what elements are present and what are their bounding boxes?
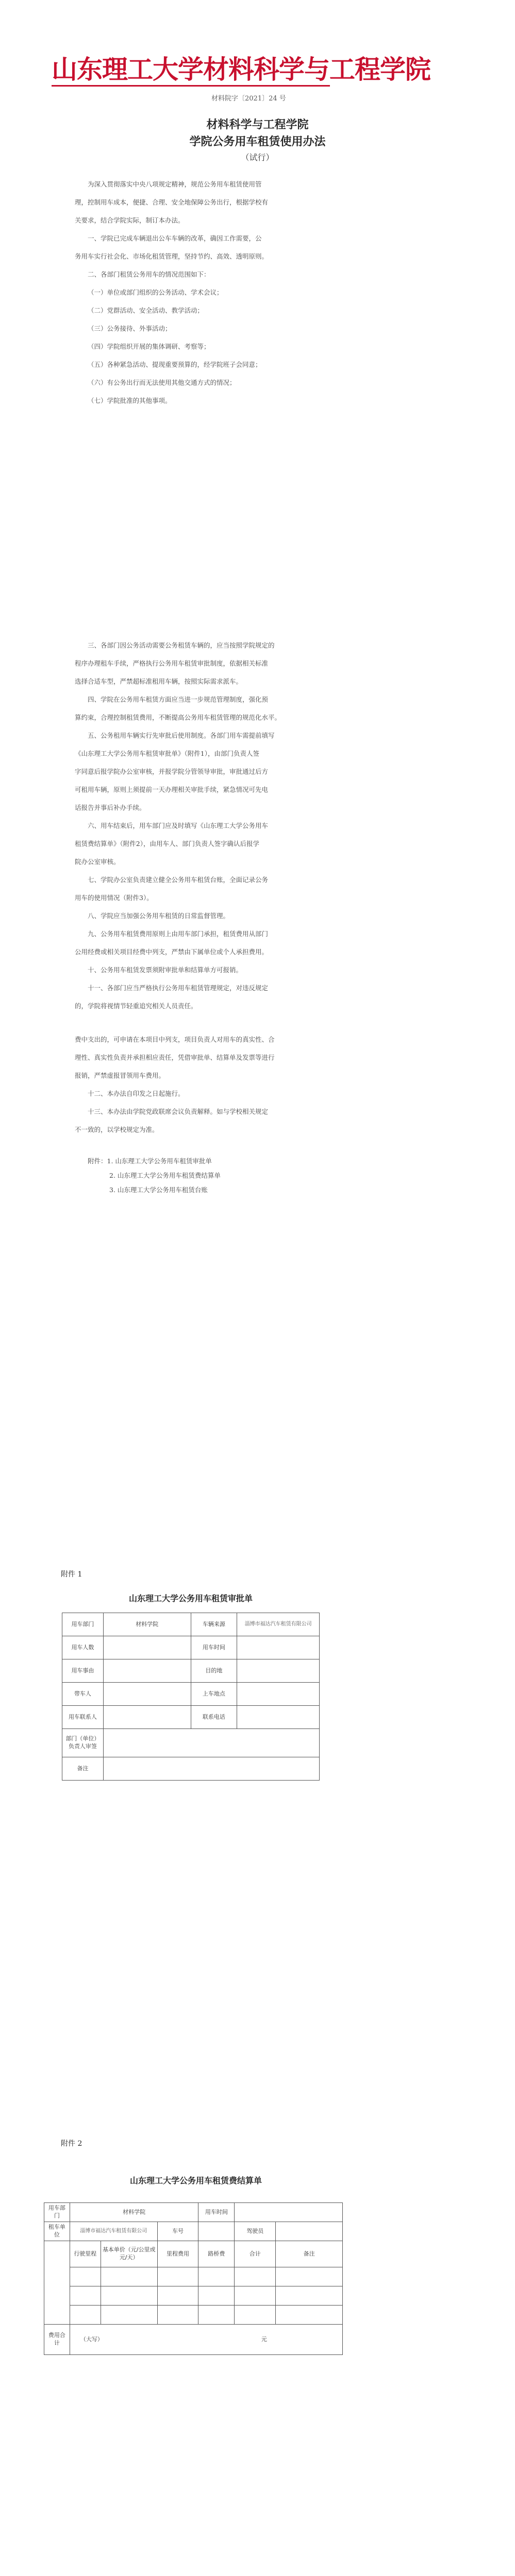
cell-empty xyxy=(276,2286,343,2306)
cell-empty xyxy=(198,2286,235,2306)
art3-line-1: 三、各部门因公务活动需要公务租赁车辆的，应当按照学院规定的 xyxy=(88,641,275,649)
cell-value xyxy=(103,1757,319,1781)
title-trial: （试行） xyxy=(241,152,274,162)
table-row xyxy=(44,2222,343,2241)
cell-value xyxy=(103,1729,319,1757)
art13-line-1: 十三、本办法由学院党政联席会议负责解释。如与学校相关规定 xyxy=(88,1108,269,1115)
cell-label: 上车地点 xyxy=(191,1683,237,1706)
cell-empty xyxy=(276,2306,343,2325)
art4-line-2: 算约束，合理控制租赁费用，不断提高公务用车租赁管理的规范化水平。 xyxy=(75,714,281,721)
cell-label: 车号 xyxy=(157,2222,198,2241)
art11b-line-1: 费中支出的，可申请在本项目中列支，项目负责人对用车的真实性、合 xyxy=(75,1036,275,1043)
cell-value xyxy=(103,1659,191,1683)
art11-line-1: 十一、各部门应当严格执行公务用车租赁管理规定，对违反规定 xyxy=(88,984,269,992)
attachment1-label: 附件 1 xyxy=(61,1570,82,1579)
attachments-label: 附件： xyxy=(88,1157,107,1165)
art4-line-1: 四、学院在公务用车租赁方面应当进一步规范管理制度，强化预 xyxy=(88,696,269,703)
cell-label: 目的地 xyxy=(191,1659,237,1683)
cell-empty xyxy=(101,2286,157,2306)
cell-empty xyxy=(235,2286,276,2306)
cell-label: 用车时间 xyxy=(198,2203,235,2222)
cell-value xyxy=(237,1683,320,1706)
cell-empty xyxy=(157,2267,198,2286)
cell-label: 驾驶员 xyxy=(235,2222,276,2241)
attachment1-title: 山东理工大学公务用车租赁审批单 xyxy=(128,1594,253,1603)
cell-empty xyxy=(235,2306,276,2325)
cell-label: 用车联系人 xyxy=(62,1706,104,1729)
art5-line-4: 可租用车辆，原则上须提前一天办理相关审批手续，紧急情况可先电 xyxy=(75,786,269,793)
cell-empty xyxy=(101,2267,157,2286)
cell-empty xyxy=(70,2306,101,2325)
intro-line-2: 理，控制用车成本，便捷、合理、安全地保障公务出行，根据学校有 xyxy=(75,198,269,206)
cell-value xyxy=(235,2203,343,2222)
cell-empty xyxy=(70,2267,101,2286)
table-row xyxy=(62,1636,320,1659)
total-unit-label: （大写） xyxy=(80,2335,103,2343)
cell-value xyxy=(103,1683,191,1706)
cell-label: 车辆来源 xyxy=(191,1613,237,1636)
art2-item-1: （一）单位或部门组织的公务活动、学术会议； xyxy=(88,289,223,296)
art5-line-1: 五、公务租用车辆实行先审批后使用制度。各部门用车需提前填写 xyxy=(88,732,275,739)
art11b-line-3: 报销，严禁虚报冒领用车费用。 xyxy=(75,1072,165,1079)
table-row xyxy=(62,1613,320,1636)
cell-label: 用车部门 xyxy=(62,1613,104,1636)
art1-line-1: 一、学院已完成车辆退出公车车辆的改革，确因工作需要，公 xyxy=(88,234,262,242)
cell-blank xyxy=(44,2241,70,2325)
art8-line: 八、学院应当加强公务用车租赁的日常监督管理。 xyxy=(88,912,230,920)
settlement-form-table xyxy=(44,2202,343,2355)
cell-label: 租车单位 xyxy=(44,2222,70,2241)
attachment2-label: 附件 2 xyxy=(61,2140,82,2148)
article-block-3 xyxy=(75,1030,335,1139)
table-row xyxy=(62,1683,320,1706)
art10-line: 十、公务用车租赁发票须附审批单和结算单方可报销。 xyxy=(88,966,243,974)
cell-label: 备注 xyxy=(62,1757,104,1781)
total-amount-cell xyxy=(70,2325,342,2355)
art1-line-2: 务用车实行社会化、市场化租赁管理，坚持节约、高效、透明原则。 xyxy=(75,252,269,260)
attachment-item-3: 3. 山东理工大学公务用车租赁台账 xyxy=(109,1186,208,1194)
cell-value xyxy=(237,1636,320,1659)
art3-line-3: 选择合适车型，严禁超标准租用车辆，按照实际需求派车。 xyxy=(75,677,243,685)
cell-empty xyxy=(157,2286,198,2306)
intro-line-1: 为深入贯彻落实中央八项规定精神，规范公务用车租赁使用管 xyxy=(88,180,262,188)
cell-empty xyxy=(70,2286,101,2306)
art9-line-2: 公用经费或相关项目经费中列支，严禁由下属单位或个人承担费用。 xyxy=(75,948,269,956)
attachments-list xyxy=(88,1154,221,1197)
cell-label: 带车人 xyxy=(62,1683,104,1706)
intro-line-3: 关要求，结合学院实际，制订本办法。 xyxy=(75,216,185,224)
cell-label: 用车时间 xyxy=(191,1636,237,1659)
art6-line-2: 租赁费结算单》（附件2），由用车人、部门负责人签字确认后报学 xyxy=(75,840,259,848)
article-block-2 xyxy=(75,636,335,1015)
cell-empty xyxy=(276,2267,343,2286)
art5-line-5: 话报告并事后补办手续。 xyxy=(75,804,146,811)
title-line1: 材料科学与工程学院 xyxy=(206,118,309,131)
attachment2-title: 山东理工大学公务用车租赁费结算单 xyxy=(129,2176,262,2185)
art2-intro: 二、各部门租赁公务用车的情况范围如下： xyxy=(88,270,210,278)
art11b-line-2: 理性、真实性负责并承担相应责任，凭借审批单、结算单及发票等进行 xyxy=(75,1054,275,1061)
cell-empty xyxy=(157,2306,198,2325)
art2-item-2: （二）党群活动、安全活动、教学活动； xyxy=(88,307,204,314)
cell-label: 联系电话 xyxy=(191,1706,237,1729)
table-row xyxy=(62,1706,320,1729)
cell-value xyxy=(198,2222,235,2241)
art2-item-3: （三）公务接待、外事活动； xyxy=(88,325,172,332)
cell-value xyxy=(103,1706,191,1729)
cell-value: 淄博市福达汽车租赁有限公司 xyxy=(237,1613,320,1636)
art12-line: 十二、本办法自印发之日起施行。 xyxy=(88,1090,185,1097)
art2-item-5: （五）各种紧急活动、提现重要预算的，经学院班子会同意； xyxy=(88,361,262,368)
art7-line-2: 用车的使用情况（附件3）。 xyxy=(75,894,153,902)
red-divider xyxy=(52,85,330,87)
art2-item-7: （七）学院批准的其他事项。 xyxy=(88,397,172,404)
cell-label: 用车事由 xyxy=(62,1659,104,1683)
cell-header: 路桥费 xyxy=(198,2241,235,2267)
table-row xyxy=(44,2267,343,2286)
table-row xyxy=(62,1659,320,1683)
table-row xyxy=(44,2325,343,2355)
cell-label: 用车部门 xyxy=(44,2203,70,2222)
cell-empty xyxy=(101,2306,157,2325)
cell-header: 里程费用 xyxy=(157,2241,198,2267)
cell-header: 备注 xyxy=(276,2241,343,2267)
table-row xyxy=(44,2241,343,2267)
total-unit-yuan: 元 xyxy=(261,2335,267,2343)
cell-header: 基本单价（元/公里或元/天） xyxy=(101,2241,157,2267)
cell-value xyxy=(103,1636,191,1659)
cell-value: 材料学院 xyxy=(103,1613,191,1636)
cell-empty xyxy=(235,2267,276,2286)
cell-empty xyxy=(198,2267,235,2286)
table-row xyxy=(44,2306,343,2325)
cell-value xyxy=(237,1706,320,1729)
table-row xyxy=(62,1757,320,1781)
art9-line-1: 九、公务用车租赁费用原则上由用车部门承担，租赁费用从部门 xyxy=(88,930,269,938)
art13-line-2: 不一致的，以学校规定为准。 xyxy=(75,1126,159,1133)
table-row xyxy=(44,2286,343,2306)
approval-form-table xyxy=(62,1613,320,1781)
cell-header: 合计 xyxy=(235,2241,276,2267)
art2-item-6: （六）有公务出行而无法使用其他交通方式的情况； xyxy=(88,379,236,386)
attachment-item-2: 2. 山东理工大学公务用车租赁费结算单 xyxy=(109,1172,221,1179)
art6-line-1: 六、用车结束后，用车部门应及时填写《山东理工大学公务用车 xyxy=(88,822,269,829)
document-number: 材料院字〔2021〕24 号 xyxy=(211,95,286,103)
cell-value: 材料学院 xyxy=(70,2203,198,2222)
attachment-item-1: 1. 山东理工大学公务用车租赁审批单 xyxy=(107,1157,212,1165)
cell-empty xyxy=(198,2306,235,2325)
cell-value: 淄博市福达汽车租赁有限公司 xyxy=(70,2222,157,2241)
cell-label: 费用合计 xyxy=(44,2325,70,2355)
cell-header: 行驶里程 xyxy=(70,2241,101,2267)
university-header-title: 山东理工大学材料科学与工程学院 xyxy=(52,54,430,84)
art6-line-3: 院办公室审核。 xyxy=(75,858,120,866)
title-line2: 学院公务用车租赁使用办法 xyxy=(189,135,326,148)
art11-line-2: 的，学院将视情节轻重追究相关人员责任。 xyxy=(75,1002,197,1010)
attachments-label-line xyxy=(88,1154,221,1168)
art5-line-3: 字同意后报学院办公室审核，并报学院分管领导审批，审批通过后方 xyxy=(75,768,269,775)
art3-line-2: 程序办理租车手续，严格执行公务用车租赁审批制度，依据相关标准 xyxy=(75,659,269,667)
table-row xyxy=(62,1729,320,1757)
art2-item-4: （四）学院组织开展的集体调研、考察等； xyxy=(88,343,210,350)
art7-line-1: 七、学院办公室负责建立健全公务用车租赁台账，全面记录公务 xyxy=(88,876,269,884)
table-row xyxy=(44,2203,343,2222)
cell-label: 部门（单位）负责人审签 xyxy=(62,1729,104,1757)
cell-value xyxy=(276,2222,343,2241)
article-intro xyxy=(75,175,335,410)
art5-line-2: 《山东理工大学公务用车租赁审批单》（附件1），由部门负责人签 xyxy=(75,750,259,757)
cell-label: 用车人数 xyxy=(62,1636,104,1659)
cell-value xyxy=(237,1659,320,1683)
